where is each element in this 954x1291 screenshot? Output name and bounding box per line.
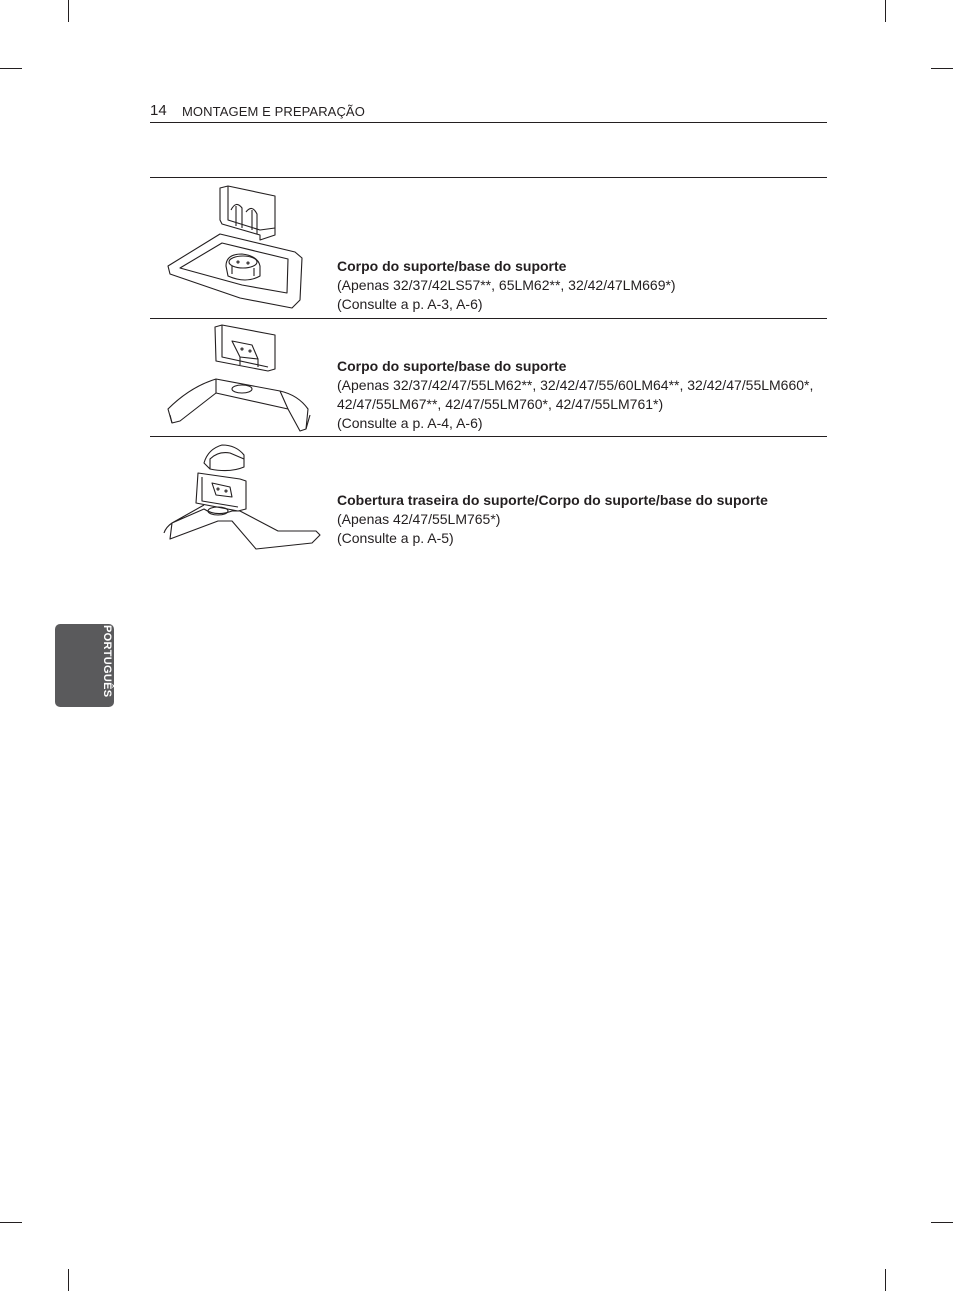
stand-body-base-arched-icon	[160, 321, 330, 436]
item-description	[337, 357, 813, 433]
language-tab	[55, 624, 114, 707]
crop-mark	[931, 1222, 953, 1223]
crop-mark	[0, 1222, 22, 1223]
item-description	[337, 257, 676, 314]
item-title: Corpo do suporte/base do suporte	[337, 358, 567, 374]
table-row	[150, 437, 827, 553]
item-reference: (Consulte a p. A-5)	[337, 530, 454, 546]
page-header	[150, 100, 827, 123]
crop-mark	[68, 1269, 69, 1291]
page-number: 14	[150, 102, 167, 119]
item-models: (Apenas 32/37/42LS57**, 65LM62**, 32/42/47LM669*)	[337, 277, 676, 293]
item-title: Cobertura traseira do suporte/Corpo do suporte/base do suporte	[337, 492, 768, 508]
item-models: (Apenas 42/47/55LM765*)	[337, 511, 501, 527]
item-title: Corpo do suporte/base do suporte	[337, 258, 567, 274]
item-description	[337, 491, 768, 548]
crop-mark	[931, 68, 953, 69]
language-tab-label: PORTUGUÊS	[101, 625, 113, 698]
crop-mark	[885, 1269, 886, 1291]
item-models-continued: 42/47/55LM67**, 42/47/55LM760*, 42/47/55LM761*)	[337, 396, 664, 412]
item-reference: (Consulte a p. A-4, A-6)	[337, 415, 483, 431]
crop-mark	[885, 0, 886, 22]
stand-body-base-rectangular-icon	[160, 180, 330, 315]
section-title: MONTAGEM E PREPARAÇÃO	[182, 104, 365, 119]
table-row	[150, 178, 827, 319]
item-reference: (Consulte a p. A-3, A-6)	[337, 296, 483, 312]
crop-mark	[68, 0, 69, 22]
parts-table	[150, 177, 827, 553]
item-models: (Apenas 32/37/42/47/55LM62**, 32/42/47/55/60LM64**, 32/42/47/55LM660*,	[337, 377, 814, 393]
crop-mark	[0, 68, 22, 69]
stand-cover-body-base-v-icon	[160, 439, 330, 551]
table-row	[150, 319, 827, 437]
